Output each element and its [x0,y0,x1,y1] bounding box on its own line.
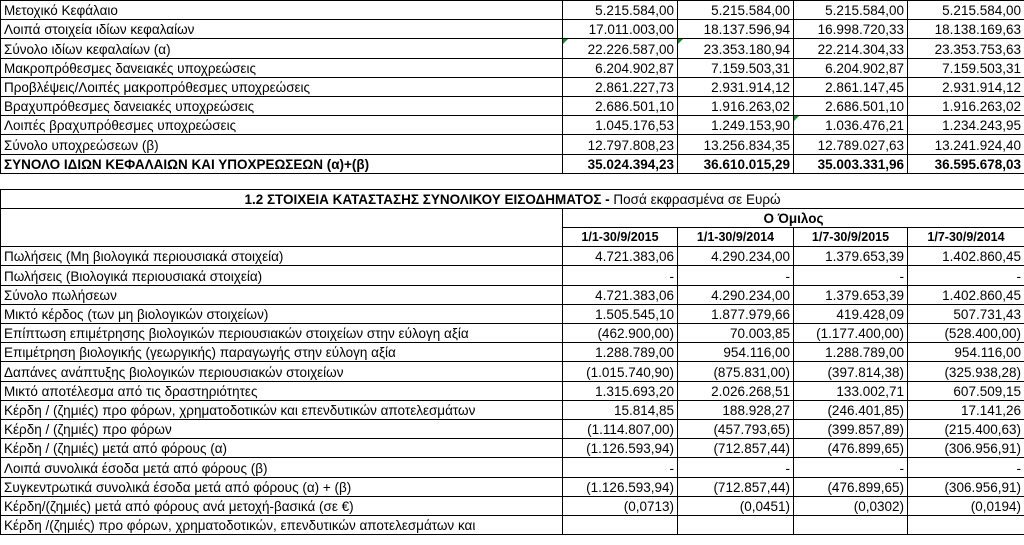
table-row [1,58,1024,77]
row-label[interactable]: Συγκεντρωτικά συνολικά έσοδα μετά από φόρους (α) + (β) [1,477,563,496]
table-row [1,266,1024,285]
cell-value[interactable] [563,515,678,534]
cell-value[interactable]: 607.509,15 [908,381,1024,400]
cell-value[interactable]: 12.797.808,23 [563,135,678,154]
cell-value[interactable]: 5.215.584,00 [794,1,908,20]
row-label[interactable]: ΣΥΝΟΛΟ ΙΔΙΩΝ ΚΕΦΑΛΑΙΩΝ ΚΑΙ ΥΠΟΧΡΕΩΣΕΩΝ (α)+(β) [1,154,563,173]
cell-value[interactable]: (528.400,00) [908,324,1024,343]
cell-value[interactable]: (1.126.593,94) [563,439,678,458]
cell-value[interactable]: (246.401,85) [794,400,908,419]
cell-value[interactable]: 1.402.860,45 [908,285,1024,304]
cell-value[interactable]: (457.793,65) [678,419,794,438]
row-label[interactable]: Λοιπά στοιχεία ιδίων κεφαλαίων [1,20,563,39]
row-label[interactable]: Επιμέτρηση βιολογικής (γεωργικής) παραγωγής στην εύλογη αξία [1,343,563,362]
cell-value[interactable]: - [794,266,908,285]
cell-value[interactable]: 1.379.653,39 [794,247,908,266]
row-label[interactable]: Δαπάνες ανάπτυξης βιολογικών περιουσιακών στοιχείων [1,362,563,381]
row-label[interactable]: Σύνολο υποχρεώσεων (β) [1,135,563,154]
row-label[interactable]: Κέρδη /(ζημιές) προ φόρων, χρηματοδοτικών, επενδυτικών αποτελεσμάτων και [1,515,563,534]
table-row [1,515,1024,534]
table-row [1,116,1024,135]
cell-value[interactable]: 1.288.789,00 [563,343,678,362]
cell-value[interactable]: (0,0194) [908,496,1024,515]
cell-value[interactable]: 419.428,09 [794,304,908,323]
cell-value[interactable]: (306.956,91) [908,477,1024,496]
cell-value[interactable]: 2.861.227,73 [563,77,678,96]
row-label[interactable]: Πωλήσεις (Μη βιολογικά περιουσιακά στοιχεία) [1,247,563,266]
cell-value[interactable]: (1.126.593,94) [563,477,678,496]
cell-value[interactable]: 1.234.243,95 [908,116,1024,135]
cell-value[interactable]: - [563,458,678,477]
section-title[interactable] [1,189,1024,208]
cell-value[interactable]: (0,0302) [794,496,908,515]
cell-value[interactable]: (399.857,89) [794,419,908,438]
cell-value[interactable]: (712.857,44) [678,477,794,496]
cell-value[interactable]: 23.353.753,63 [908,39,1024,58]
section-title-note: Ποσά εκφρασμένα σε Ευρώ [609,191,781,207]
cell-value[interactable]: 4.721.383,06 [563,285,678,304]
cell-value[interactable] [678,515,794,534]
cell-value[interactable]: (306.956,91) [908,439,1024,458]
cell-value[interactable]: 7.159.503,31 [678,58,794,77]
row-label[interactable]: Λοιπές βραχυπρόθεσμες υποχρεώσεις [1,116,563,135]
row-label[interactable]: Μετοχικό Κεφάλαιο [1,1,563,20]
row-label[interactable]: Σύνολο ιδίων κεφαλαίων (α) [1,39,563,58]
cell-value[interactable]: 1.045.176,53 [563,116,678,135]
cell-value[interactable]: 4.721.383,06 [563,247,678,266]
cell-value[interactable]: (875.831,00) [678,362,794,381]
cell-value[interactable]: 188.928,27 [678,400,794,419]
total-row [1,154,1024,173]
group-label[interactable]: Ο Όμιλος [563,208,1024,227]
cell-value[interactable]: (0,0451) [678,496,794,515]
cell-value[interactable]: (397.814,38) [794,362,908,381]
table-row [1,135,1024,154]
table-row [1,20,1024,39]
row-label[interactable]: Βραχυπρόθεσμες δανειακές υποχρεώσεις [1,96,563,115]
column-header[interactable]: 1/1-30/9/2015 [563,228,678,247]
cell-value[interactable]: 23.353.180,94 [678,39,794,58]
cell-value[interactable]: 1.877.979,66 [678,304,794,323]
cell-value[interactable]: 4.290.234,00 [678,247,794,266]
table-row [1,324,1024,343]
cell-value[interactable]: - [908,458,1024,477]
cell-value[interactable]: (325.938,28) [908,362,1024,381]
cell-value[interactable]: 36.595.678,03 [908,154,1024,173]
cell-value[interactable]: 12.789.027,63 [794,135,908,154]
cell-value[interactable]: 1.315.693,20 [563,381,678,400]
table-row [1,419,1024,438]
cell-value[interactable]: 2.931.914,12 [678,77,794,96]
row-label[interactable]: Κέρδη/(ζημιές) μετά από φόρους ανά μετοχή-βασικά (σε €) [1,496,563,515]
cell-value[interactable]: 6.204.902,87 [794,58,908,77]
cell-value[interactable]: 1.249.153,90 [678,116,794,135]
cell-value[interactable]: (1.015.740,90) [563,362,678,381]
table-row [1,439,1024,458]
cell-value[interactable]: 70.003,85 [678,324,794,343]
cell-value[interactable]: 5.215.584,00 [678,1,794,20]
cell-value[interactable] [908,515,1024,534]
table-row [1,1,1024,20]
cell-value[interactable]: - [794,458,908,477]
row-label[interactable]: Μικτό αποτέλεσμα από τις δραστηριότητες [1,381,563,400]
cell-value[interactable]: 18.137.596,94 [678,20,794,39]
group-header-row [1,208,1024,227]
table-row [1,96,1024,115]
column-header-row [1,228,1024,247]
cell-value[interactable]: 22.226.587,00 [563,39,678,58]
column-header[interactable]: 1/1-30/9/2014 [678,228,794,247]
cell-value[interactable]: 18.138.169,63 [908,20,1024,39]
cell-value[interactable]: - [563,266,678,285]
column-header[interactable]: 1/7-30/9/2015 [794,228,908,247]
cell-value[interactable]: (1.177.400,00) [794,324,908,343]
table-row [1,39,1024,58]
cell-value[interactable]: 6.204.902,87 [563,58,678,77]
cell-value[interactable]: 954.116,00 [908,343,1024,362]
row-label[interactable]: Σύνολο πωλήσεων [1,285,563,304]
cell-value[interactable]: - [678,266,794,285]
cell-value[interactable]: 2.861.147,45 [794,77,908,96]
cell-value[interactable]: 16.998.720,33 [794,20,908,39]
blank-row [1,173,1024,189]
cell-value[interactable]: 954.116,00 [678,343,794,362]
cell-value[interactable]: (0,0713) [563,496,678,515]
table-row [1,477,1024,496]
cell-value[interactable]: 1.505.545,10 [563,304,678,323]
cell-value[interactable]: 13.241.924,40 [908,135,1024,154]
cell-value[interactable]: (476.899,65) [794,439,908,458]
cell-value[interactable]: (476.899,65) [794,477,908,496]
cell-value[interactable]: 1.916.263,02 [678,96,794,115]
cell-value[interactable]: 2.686.501,10 [563,96,678,115]
row-label[interactable]: Κέρδη / (ζημιές) μετά από φόρους (α) [1,439,563,458]
cell-value[interactable]: 1.916.263,02 [908,96,1024,115]
table-row [1,77,1024,96]
row-label[interactable]: Επίπτωση επιμέτρησης βιολογικών περιουσιακών στοιχείων στην εύλογη αξία [1,324,563,343]
column-header[interactable]: 1/7-30/9/2014 [908,228,1024,247]
empty-cell[interactable] [1,173,1024,189]
row-label[interactable]: Κέρδη / (ζημιές) προ φόρων [1,419,563,438]
row-label[interactable]: Μακροπρόθεσμες δανειακές υποχρεώσεις [1,58,563,77]
table-row [1,458,1024,477]
table-row [1,247,1024,266]
table-row [1,496,1024,515]
row-label[interactable]: Μικτό κέρδος (των μη βιολογικών στοιχείων) [1,304,563,323]
cell-value[interactable]: 35.003.331,96 [794,154,908,173]
cell-value[interactable]: (462.900,00) [563,324,678,343]
cell-value[interactable]: (1.114.807,00) [563,419,678,438]
cell-value[interactable]: 1.402.860,45 [908,247,1024,266]
cell-value[interactable]: 22.214.304,33 [794,39,908,58]
cell-value[interactable]: 36.610.015,29 [678,154,794,173]
cell-value[interactable]: (712.857,44) [678,439,794,458]
row-label[interactable]: Λοιπά συνολικά έσοδα μετά από φόρους (β) [1,458,563,477]
row-label[interactable]: Προβλέψεις/Λοιπές μακροπρόθεσμες υποχρεώσεις [1,77,563,96]
cell-value[interactable]: 35.024.394,23 [563,154,678,173]
table-row [1,400,1024,419]
cell-value[interactable]: 17.141,26 [908,400,1024,419]
row-label[interactable]: Κέρδη / (ζημιές) προ φόρων, χρηματοδοτικών και επενδυτικών αποτελεσμάτων [1,400,563,419]
section-title-row [1,189,1024,208]
table-row [1,304,1024,323]
cell-value[interactable]: 4.290.234,00 [678,285,794,304]
cell-value[interactable]: 1.288.789,00 [794,343,908,362]
table-row [1,343,1024,362]
row-label[interactable]: Πωλήσεις (Βιολογικά περιουσιακά στοιχεία) [1,266,563,285]
cell-value[interactable]: 2.686.501,10 [794,96,908,115]
cell-value[interactable]: 2.931.914,12 [908,77,1024,96]
cell-value[interactable]: 133.002,71 [794,381,908,400]
cell-value[interactable]: 5.215.584,00 [563,1,678,20]
cell-value[interactable] [794,515,908,534]
cell-value[interactable]: 507.731,43 [908,304,1024,323]
section-title-bold: 1.2 ΣΤΟΙΧΕΙΑ ΚΑΤΑΣΤΑΣΗΣ ΣΥΝΟΛΙΚΟΥ ΕΙΣΟΔΗΜΑΤΟΣ - [244,191,610,207]
cell-value[interactable]: 15.814,85 [563,400,678,419]
cell-value[interactable]: 1.036.476,21 [794,116,908,135]
cell-value[interactable]: - [908,266,1024,285]
cell-value[interactable]: 1.379.653,39 [794,285,908,304]
empty-cell[interactable] [1,208,563,227]
table-row [1,362,1024,381]
cell-value[interactable]: 5.215.584,00 [908,1,1024,20]
cell-value[interactable]: - [678,458,794,477]
cell-value[interactable]: 17.011.003,00 [563,20,678,39]
cell-value[interactable]: 2.026.268,51 [678,381,794,400]
empty-cell[interactable] [1,228,563,247]
table-row [1,381,1024,400]
table-row [1,285,1024,304]
cell-value[interactable]: 7.159.503,31 [908,58,1024,77]
cell-value[interactable]: (215.400,63) [908,419,1024,438]
cell-value[interactable]: 13.256.834,35 [678,135,794,154]
